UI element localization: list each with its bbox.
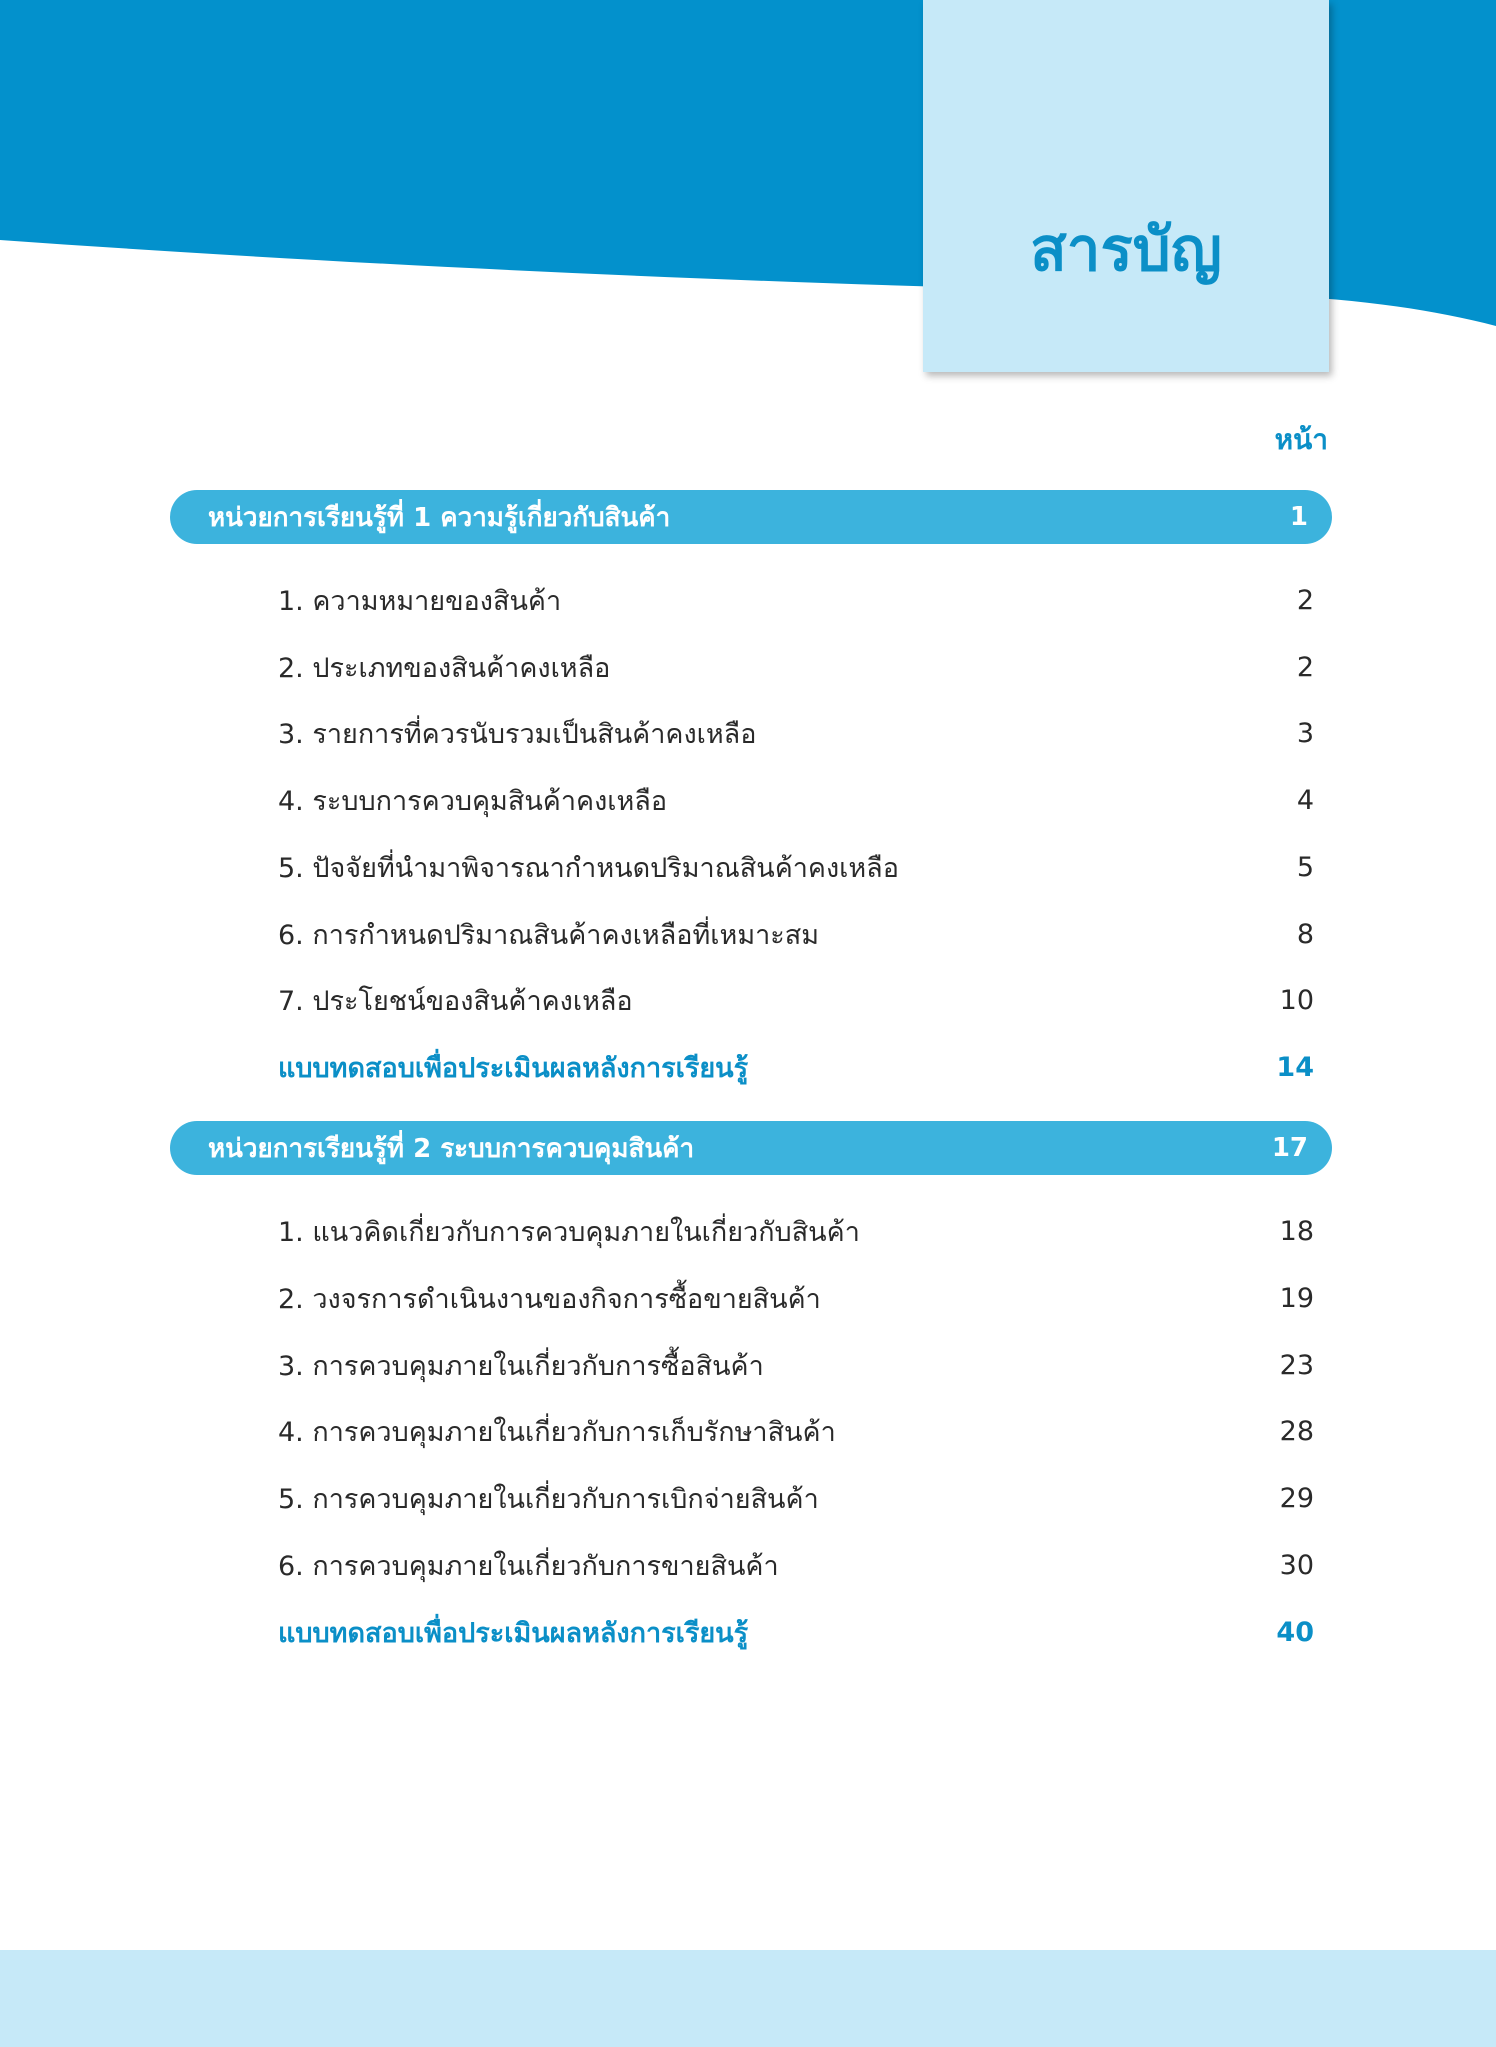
footer-band	[0, 1950, 1496, 2047]
toc-entry[interactable]	[278, 845, 1314, 889]
toc-entry-page: 23	[1279, 1349, 1314, 1381]
unit-1-page: 1	[1289, 502, 1308, 532]
toc-entry-page: 28	[1279, 1415, 1314, 1447]
toc-entry-page: 10	[1279, 984, 1314, 1016]
toc-entry-text: 2. ประเภทของสินค้าคงเหลือ	[278, 652, 611, 684]
toc-entry[interactable]	[278, 578, 1314, 622]
toc-entry-text: 5. การควบคุมภายในเกี่ยวกับการเบิกจ่ายสินค้า	[278, 1483, 819, 1515]
toc-entry-text: 3. รายการที่ควรนับรวมเป็นสินค้าคงเหลือ	[278, 718, 757, 750]
toc-entry[interactable]	[278, 978, 1314, 1022]
toc-entry-text: 4. ระบบการควบคุมสินค้าคงเหลือ	[278, 785, 668, 817]
quiz-entry[interactable]	[278, 1610, 1314, 1654]
page-column-label: หน้า	[1274, 423, 1328, 456]
title-box	[923, 0, 1329, 372]
unit-2-page: 17	[1271, 1133, 1308, 1163]
toc-entry-page: 3	[1296, 717, 1314, 749]
toc-entry[interactable]	[278, 645, 1314, 689]
toc-entry[interactable]	[278, 1343, 1314, 1387]
unit-2-title: หน่วยการเรียนรู้ที่ 2 ระบบการควบคุมสินค้า	[208, 1133, 695, 1164]
toc-entry-page: 2	[1296, 584, 1314, 616]
toc-entry-page: 4	[1296, 784, 1314, 816]
toc-entry-page: 18	[1279, 1215, 1314, 1247]
unit-1-title: หน่วยการเรียนรู้ที่ 1 ความรู้เกี่ยวกับสินค้า	[208, 502, 671, 533]
toc-entry-text: 6. การควบคุมภายในเกี่ยวกับการขายสินค้า	[278, 1550, 779, 1582]
unit-1-header[interactable]	[170, 490, 1332, 544]
toc-entry[interactable]	[278, 1209, 1314, 1253]
toc-entry-text: 1. ความหมายของสินค้า	[278, 585, 562, 617]
toc-entry-text: 4. การควบคุมภายในเกี่ยวกับการเก็บรักษาสินค้า	[278, 1416, 836, 1448]
toc-entry-text: 2. วงจรการดำเนินงานของกิจการซื้อขายสินค้า	[278, 1283, 821, 1315]
quiz-entry-text: แบบทดสอบเพื่อประเมินผลหลังการเรียนรู้	[278, 1052, 749, 1084]
toc-entry[interactable]	[278, 778, 1314, 822]
toc-entry-page: 30	[1279, 1549, 1314, 1581]
unit-2-header[interactable]	[170, 1121, 1332, 1175]
toc-entry[interactable]	[278, 1276, 1314, 1320]
toc-entry-page: 2	[1296, 651, 1314, 683]
quiz-entry-page: 14	[1276, 1051, 1314, 1083]
toc-entry[interactable]	[278, 711, 1314, 755]
toc-entry-page: 8	[1296, 918, 1314, 950]
toc-entry-text: 3. การควบคุมภายในเกี่ยวกับการซื้อสินค้า	[278, 1350, 764, 1382]
toc-entry-page: 29	[1279, 1482, 1314, 1514]
toc-entry[interactable]	[278, 1476, 1314, 1520]
toc-entry-page: 19	[1279, 1282, 1314, 1314]
toc-entry[interactable]	[278, 1543, 1314, 1587]
quiz-entry[interactable]	[278, 1045, 1314, 1089]
page-title: สารบัญ	[1030, 215, 1222, 285]
toc-entry-page: 5	[1296, 851, 1314, 883]
quiz-entry-text: แบบทดสอบเพื่อประเมินผลหลังการเรียนรู้	[278, 1617, 749, 1649]
toc-entry-text: 5. ปัจจัยที่นำมาพิจารณากำหนดปริมาณสินค้าคงเหลือ	[278, 852, 899, 884]
quiz-entry-page: 40	[1276, 1616, 1314, 1648]
toc-entry[interactable]	[278, 912, 1314, 956]
toc-entry-text: 1. แนวคิดเกี่ยวกับการควบคุมภายในเกี่ยวกับสินค้า	[278, 1216, 860, 1248]
toc-entry-text: 6. การกำหนดปริมาณสินค้าคงเหลือที่เหมาะสม	[278, 919, 820, 951]
toc-entry[interactable]	[278, 1409, 1314, 1453]
toc-entry-text: 7. ประโยชน์ของสินค้าคงเหลือ	[278, 985, 633, 1017]
